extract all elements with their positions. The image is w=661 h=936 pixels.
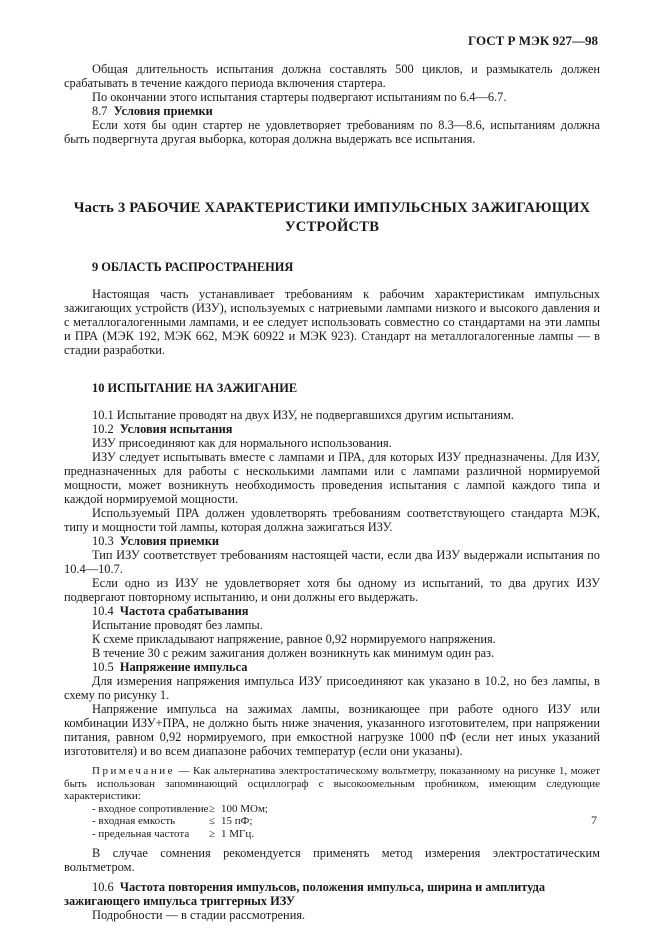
note-list-item	[64, 828, 600, 841]
page-content	[64, 62, 600, 922]
subsection-title: Частота повторения импульсов, положения импульса, ширина и амплитуда зажигающего импульса триггерных ИЗУ	[64, 880, 546, 908]
subsection-heading	[64, 604, 600, 618]
section-heading: 10 ИСПЫТАНИЕ НА ЗАЖИГАНИЕ	[92, 381, 298, 395]
paragraph: Настоящая часть устанавливает требованиям к рабочим характеристикам импульсных зажигающих устройств (ИЗУ), используемых с натриевыми лампами низкого и высокого давления и с металлогалогенными лампами, и ее следует использовать совместно со стандартами на эти лампы и ПРА (МЭК 192, МЭК 662, МЭК 60922 и МЭК 923). Стандарт на металлогалогенные лампы — в стадии разработки.	[64, 287, 600, 357]
paragraph: 10.1 Испытание проводят на двух ИЗУ, не подвергавшихся другим испытаниям.	[92, 408, 514, 422]
subsection-number: 10.4	[92, 604, 114, 618]
note-block	[64, 765, 600, 840]
paragraph: В случае сомнения рекомендуется применять метод измерения электростатическим вольтметром.	[64, 846, 600, 874]
subsection-heading	[64, 104, 600, 118]
paragraph: По окончании этого испытания стартеры подвергают испытаниям по 6.4—6.7.	[92, 90, 507, 104]
note-item-key: - входная емкость	[92, 815, 176, 827]
paragraph: Общая длительность испытания должна составлять 500 циклов, и размыкатель должен срабатывать в течение каждого периода включения стартера.	[64, 62, 600, 90]
note-item-sign: ≤	[209, 815, 216, 827]
subsection-title: Напряжение импульса	[119, 660, 248, 674]
page-number: 7	[591, 813, 597, 827]
note-item-value: 100 МОм;	[221, 802, 268, 815]
paragraph: Используемый ПРА должен удовлетворять требованиям соответствующего стандарта МЭК, типу и мощности той лампы, которая должна зажигаться ИЗУ.	[64, 506, 600, 534]
paragraph: ИЗУ присоединяют как для нормального использования.	[92, 436, 392, 450]
subsection-heading	[64, 422, 600, 436]
paragraph: В течение 30 с режим зажигания должен возникнуть как минимум один раз.	[92, 646, 495, 660]
subsection-number: 10.6	[92, 880, 114, 894]
subsection-title: Условия приемки	[113, 104, 213, 118]
section-heading: 9 ОБЛАСТЬ РАСПРОСТРАНЕНИЯ	[92, 260, 294, 274]
subsection-heading	[64, 534, 600, 548]
note-list-item	[64, 803, 600, 816]
part-title	[64, 199, 600, 237]
part-title-line: Часть 3 РАБОЧИЕ ХАРАКТЕРИСТИКИ ИМПУЛЬСНЫХ ЗАЖИГАЮЩИХ	[73, 200, 591, 216]
running-header: ГОСТ Р МЭК 927—98	[468, 33, 598, 48]
paragraph: Тип ИЗУ соответствует требованиям настоящей части, если два ИЗУ выдержали испытания по 10.4—10.7.	[64, 548, 600, 576]
subsection-title: Условия испытания	[119, 422, 233, 436]
note-text: — Как альтернатива электростатическому вольтметру, показанному на рисунке 1, может быть использован запоминающий осциллограф с высокоомельным пробником, имеющим следующие характеристики:	[64, 765, 601, 802]
subsection-title: Условия приемки	[119, 534, 220, 548]
paragraph: Если одно из ИЗУ не удовлетворяет хотя бы одному из испытаний, то два других ИЗУ подвергают повторному испытанию, и они должны его выдержать.	[64, 576, 600, 604]
subsection-number: 10.2	[92, 422, 114, 436]
paragraph: Испытание проводят без лампы.	[92, 618, 263, 632]
paragraph: Для измерения напряжения импульса ИЗУ присоединяют как указано в 10.2, но без лампы, в схему по рисунку 1.	[64, 674, 600, 702]
paragraph: Напряжение импульса на зажимах лампы, возникающее при работе одного ИЗУ или комбинации ИЗУ+ПРА, не должно быть ниже значения, указанного изготовителем, при напряжении питания, равном 0,92 нормируемого, при емкостной нагрузке 1000 пФ (если нет иных указаний изготовителя) и во всем диапазоне рабочих температур (если они указаны).	[64, 702, 600, 758]
subsection-number: 10.5	[92, 660, 114, 674]
subsection-number: 8.7	[92, 104, 108, 118]
note-list-item	[64, 815, 600, 828]
paragraph: К схеме прикладывают напряжение, равное 0,92 нормируемого напряжения.	[92, 632, 496, 646]
paragraph: Подробности — в стадии рассмотрения.	[92, 908, 306, 922]
paragraph: Если хотя бы один стартер не удовлетворяет требованиям по 8.3—8.6, испытаниям должна быть подвергнута другая выборка, которая должна выдержать все испытания.	[64, 118, 600, 146]
note-item-value: 1 МГц.	[221, 827, 255, 840]
note-paragraph	[64, 765, 600, 803]
note-item-key: - предельная частота	[92, 827, 190, 840]
subsection-title: Частота срабатывания	[119, 604, 249, 618]
part-title-line: УСТРОЙСТВ	[284, 219, 380, 235]
note-item-value: 15 пФ;	[221, 815, 253, 827]
note-item-key: - входное сопротивление	[92, 802, 209, 815]
paragraph: ИЗУ следует испытывать вместе с лампами и ПРА, для которых ИЗУ предназначены. Для ИЗУ, предназначенных для работы с несколькими лампами или с лампами различной нормируемой мощности, может возникнуть необходимость проведения испытания с лампой каждого типа и каждой нормируемой мощности.	[64, 450, 600, 506]
note-label: Примечание	[92, 765, 175, 777]
subsection-heading	[64, 880, 600, 908]
note-item-sign: ≥	[209, 827, 216, 840]
note-item-sign: ≥	[209, 802, 216, 815]
subsection-number: 10.3	[92, 534, 114, 548]
subsection-heading	[64, 660, 600, 674]
